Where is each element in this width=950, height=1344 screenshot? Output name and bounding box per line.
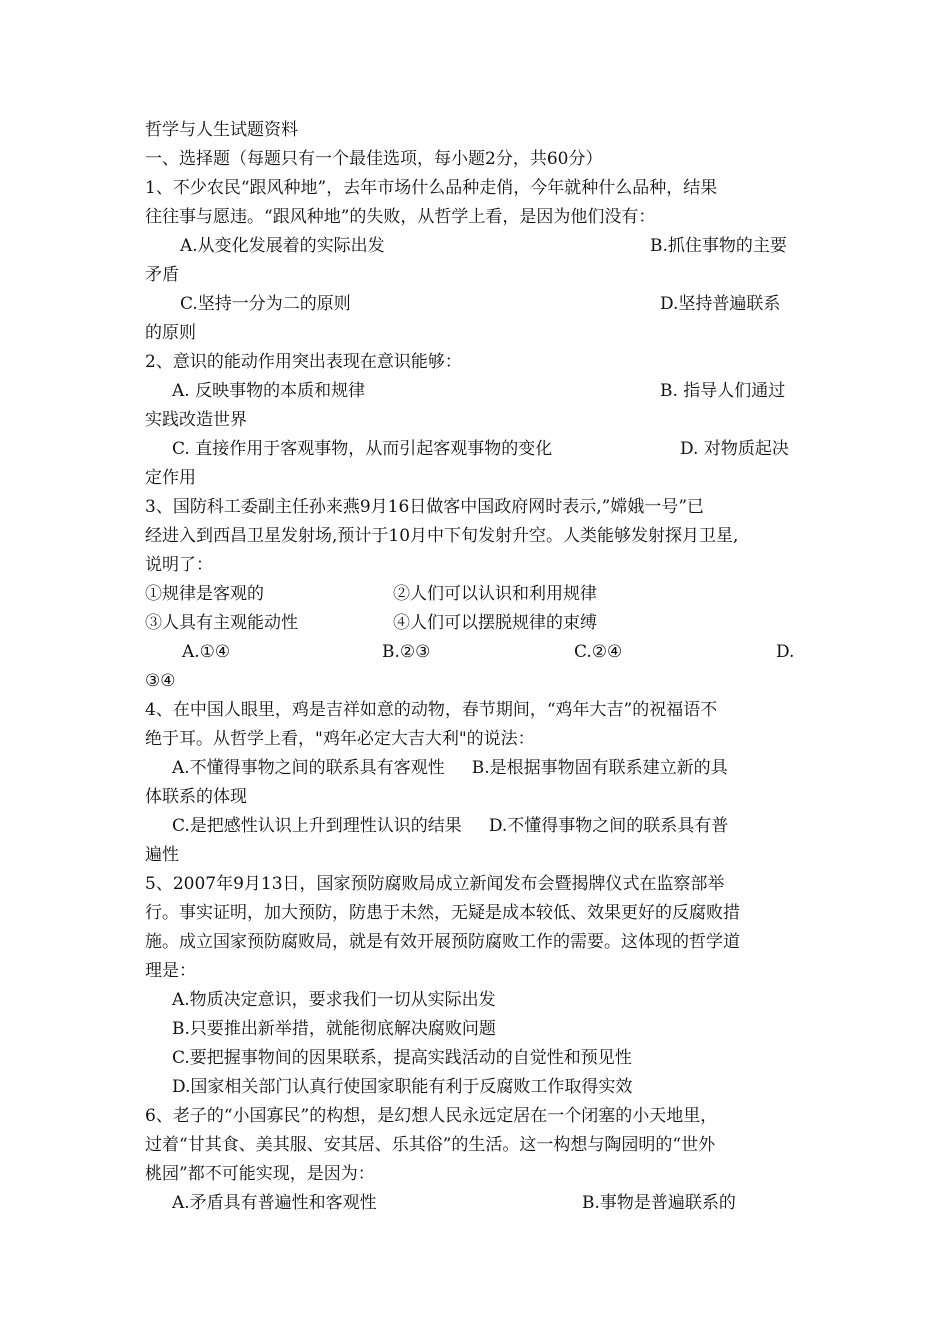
q1-stem-line-1: 1、不少农民“跟风种地”，去年市场什么品种走俏，今年就种什么品种，结果 (145, 178, 718, 198)
q2-option-b: B. 指导人们通过 (660, 381, 786, 401)
q3-option-a: A.①④ (182, 642, 231, 662)
q2-option-c: C. 直接作用于客观事物，从而引起客观事物的变化 (172, 439, 553, 459)
q1-stem-line-2: 往往事与愿违。“跟风种地”的失败，从哲学上看，是因为他们没有： (145, 207, 656, 227)
q3-option-d-wrap: ③④ (145, 671, 176, 691)
q3-option-b: B.②③ (382, 642, 431, 662)
q5-stem-line-2: 行。事实证明，加大预防，防患于未然，无疑是成本较低、效果更好的反腐败措 (145, 903, 740, 923)
q3-option-d: D. (776, 642, 795, 662)
q6-option-b: B.事物是普遍联系的 (582, 1193, 736, 1213)
q5-option-d: D.国家相关部门认真行使国家职能有利于反腐败工作取得实效 (172, 1077, 633, 1097)
q4-options-ab: A.不懂得事物之间的联系具有客观性 B.是根据事物固有联系建立新的具 (172, 758, 728, 778)
q5-stem-line-3: 施。成立国家预防腐败局，就是有效开展预防腐败工作的需要。这体现的哲学道 (145, 932, 740, 952)
q5-option-c: C.要把握事物间的因果联系，提高实践活动的自觉性和预见性 (172, 1048, 632, 1068)
q4-option-d-wrap: 遍性 (145, 845, 179, 865)
section-heading: 一、选择题（每题只有一个最佳选项，每小题2分，共60分） (145, 149, 603, 169)
q6-stem-line-3: 桃园”都不可能实现，是因为： (145, 1164, 375, 1184)
q2-option-b-wrap: 实践改造世界 (145, 410, 247, 430)
q1-option-b: B.抓住事物的主要 (650, 236, 787, 256)
q1-option-c: C.坚持一分为二的原则 (180, 294, 351, 314)
q1-option-d: D.坚持普遍联系 (660, 294, 781, 314)
q4-stem-line-2: 绝于耳。从哲学上看，"鸡年必定大吉大利"的说法： (145, 729, 535, 749)
q6-option-a: A.矛盾具有普遍性和客观性 (172, 1193, 377, 1213)
q4-stem-line-1: 4、在中国人眼里，鸡是吉祥如意的动物，春节期间，“鸡年大吉”的祝福语不 (145, 700, 718, 720)
q5-option-a: A.物质决定意识，要求我们一切从实际出发 (172, 990, 496, 1010)
q2-option-d-wrap: 定作用 (145, 468, 196, 488)
q3-statement-1: ①规律是客观的 (145, 584, 264, 604)
q1-option-d-wrap: 的原则 (145, 323, 196, 343)
q2-option-a: A. 反映事物的本质和规律 (172, 381, 366, 401)
q2-stem: 2、意识的能动作用突出表现在意识能够： (145, 352, 462, 372)
document-title: 哲学与人生试题资料 (145, 120, 298, 140)
q6-stem-line-2: 过着“甘其食、美其服、安其居、乐其俗”的生活。这一构想与陶园明的“世外 (145, 1135, 716, 1155)
q3-statement-3: ③人具有主观能动性 (145, 613, 298, 633)
q5-option-b: B.只要推出新举措，就能彻底解决腐败问题 (172, 1019, 496, 1039)
q2-option-d: D. 对物质起决 (680, 439, 789, 459)
q4-option-b-wrap: 体联系的体现 (145, 787, 247, 807)
q4-options-cd: C.是把感性认识上升到理性认识的结果 D.不懂得事物之间的联系具有普 (172, 816, 729, 836)
q3-statement-4: ④人们可以摆脱规律的束缚 (393, 613, 597, 633)
q1-option-a: A.从变化发展着的实际出发 (180, 236, 385, 256)
q3-stem-line-1: 3、国防科工委副主任孙来燕9月16日做客中国政府网时表示,”嫦娥一号”已 (145, 497, 705, 517)
q5-stem-line-4: 理是： (145, 961, 196, 981)
q3-stem-line-2: 经进入到西昌卫星发射场,预计于10月中下旬发射升空。人类能够发射探月卫星, (145, 526, 739, 546)
q3-statement-2: ②人们可以认识和利用规律 (393, 584, 597, 604)
q3-stem-line-3: 说明了： (145, 555, 213, 575)
q5-stem-line-1: 5、2007年9月13日，国家预防腐败局成立新闻发布会暨揭牌仪式在监察部举 (145, 874, 725, 894)
q6-stem-line-1: 6、老子的“小国寡民”的构想，是幻想人民永远定居在一个闭塞的小天地里， (145, 1106, 718, 1126)
q1-option-b-wrap: 矛盾 (145, 265, 179, 285)
q3-option-c: C.②④ (574, 642, 623, 662)
